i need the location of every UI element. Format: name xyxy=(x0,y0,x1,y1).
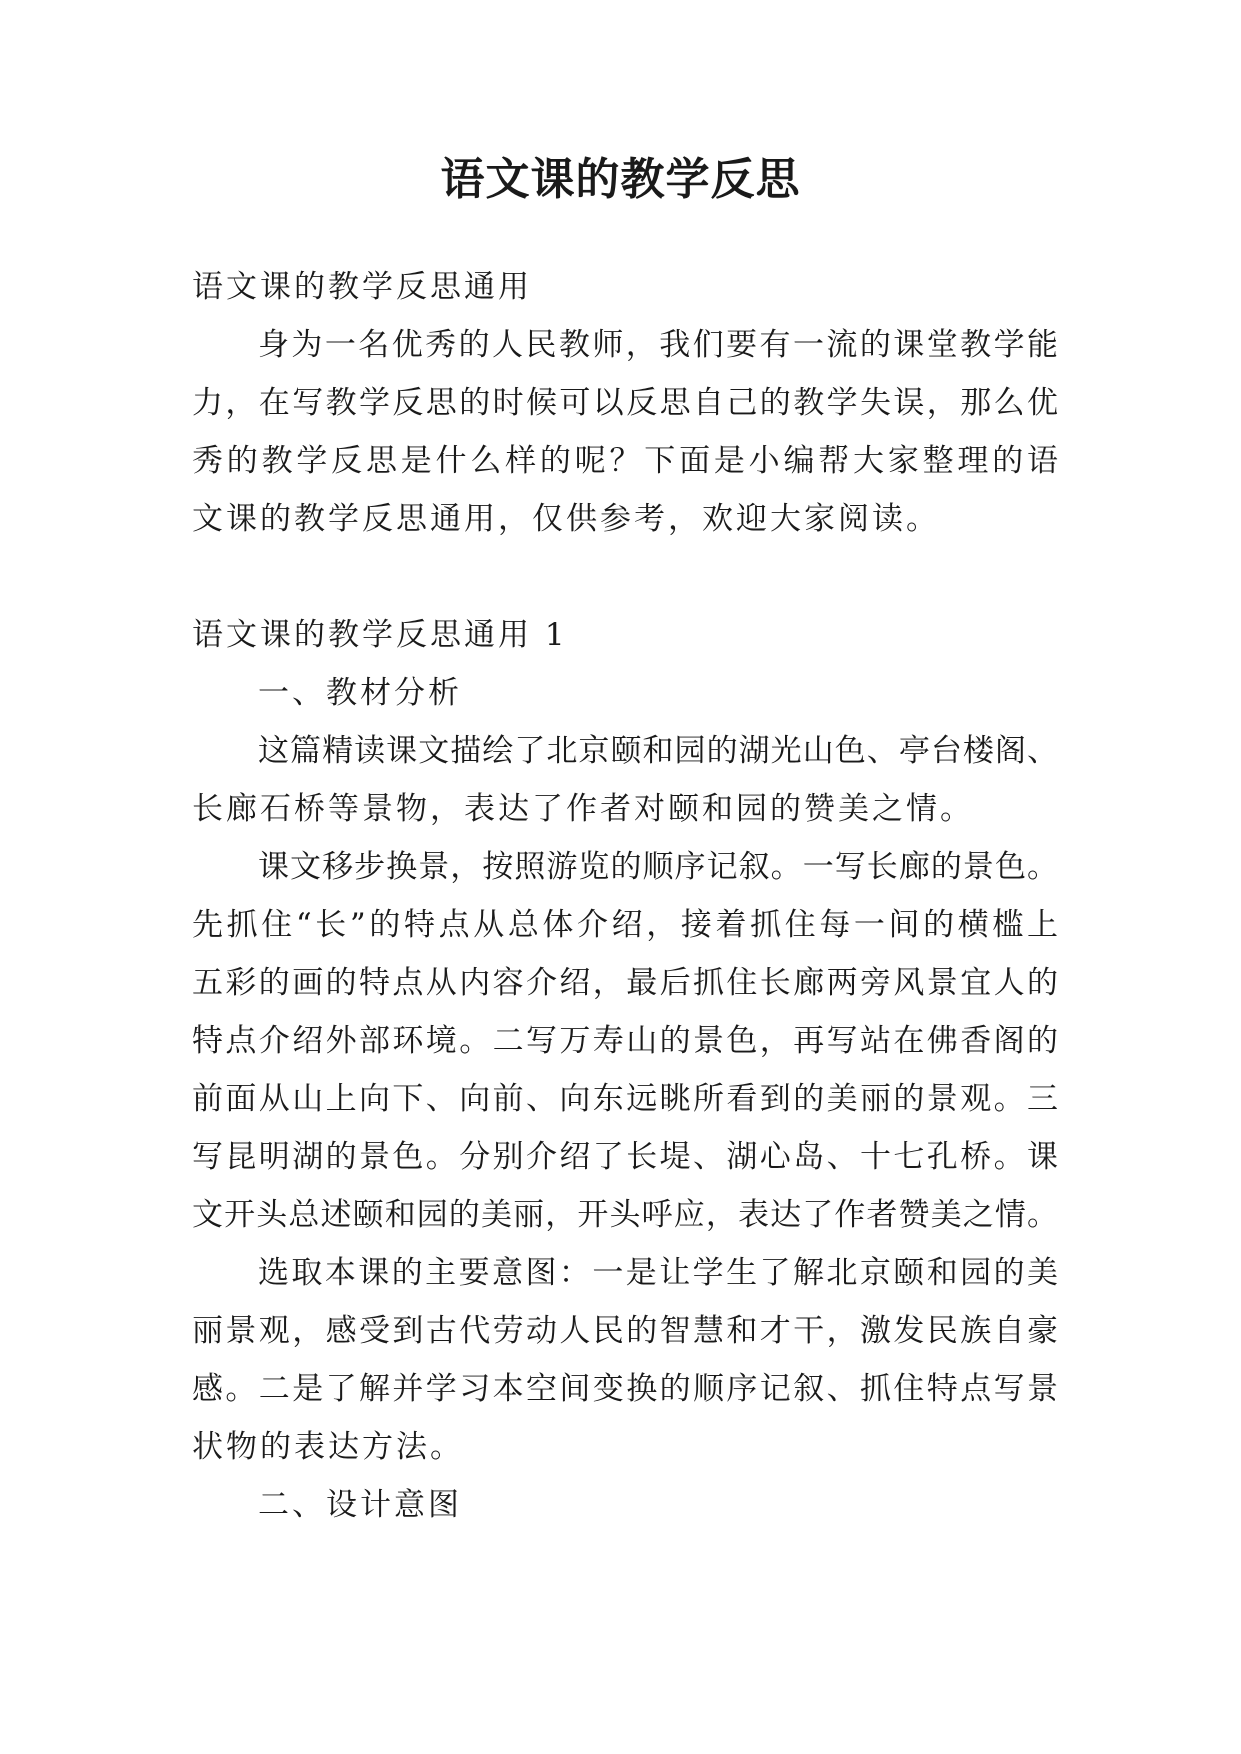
document-subtitle: 语文课的教学反思通用 xyxy=(192,269,532,305)
section-gap xyxy=(192,548,1058,606)
paragraph-line: 选取本课的主要意图：一是让学生了解北京颐和园的美 xyxy=(258,1255,1058,1291)
document-title: 语文课的教学反思 xyxy=(440,154,801,205)
paragraph-line: 前面从山上向下、向前、向东远眺所看到的美丽的景观。三 xyxy=(192,1081,1058,1117)
part-heading: 二、设计意图 xyxy=(258,1487,462,1523)
paragraph-line: 五彩的画的特点从内容介绍，最后抓住长廊两旁风景宜人的 xyxy=(192,965,1058,1001)
paragraph-line: 秀的教学反思是什么样的呢？下面是小编帮大家整理的语 xyxy=(192,443,1058,479)
paragraph-line: 课文移步换景，按照游览的顺序记叙。一写长廊的景色。 xyxy=(258,849,1058,885)
section-heading: 语文课的教学反思通用 1 xyxy=(192,617,568,653)
document-body xyxy=(192,258,1058,1534)
paragraph-1 xyxy=(192,722,1058,838)
paragraph-line: 状物的表达方法。 xyxy=(192,1429,464,1465)
paragraph-line: 感。二是了解并学习本空间变换的顺序记叙、抓住特点写景 xyxy=(192,1371,1058,1407)
paragraph-3 xyxy=(192,1244,1058,1476)
paragraph-line: 写昆明湖的景色。分别介绍了长堤、湖心岛、十七孔桥。课 xyxy=(192,1139,1058,1175)
intro-paragraph xyxy=(192,316,1058,548)
paragraph-line: 身为一名优秀的人民教师，我们要有一流的课堂教学能 xyxy=(258,327,1058,363)
paragraph-2 xyxy=(192,838,1058,1244)
part-heading: 一、教材分析 xyxy=(258,675,462,711)
paragraph-line: 力，在写教学反思的时候可以反思自己的教学失误，那么优 xyxy=(192,385,1058,421)
paragraph-line: 这篇精读课文描绘了北京颐和园的湖光山色、亭台楼阁、 xyxy=(258,733,1058,769)
paragraph-line: 先抓住“长”的特点从总体介绍，接着抓住每一间的横槛上 xyxy=(192,907,1058,943)
paragraph-line: 文课的教学反思通用，仅供参考，欢迎大家阅读。 xyxy=(192,501,940,537)
paragraph-line: 特点介绍外部环境。二写万寿山的景色，再写站在佛香阁的 xyxy=(192,1023,1058,1059)
paragraph-line: 文开头总述颐和园的美丽，开头呼应，表达了作者赞美之情。 xyxy=(192,1197,1058,1233)
paragraph-line: 长廊石桥等景物，表达了作者对颐和园的赞美之情。 xyxy=(192,791,974,827)
paragraph-line: 丽景观，感受到古代劳动人民的智慧和才干，激发民族自豪 xyxy=(192,1313,1058,1349)
